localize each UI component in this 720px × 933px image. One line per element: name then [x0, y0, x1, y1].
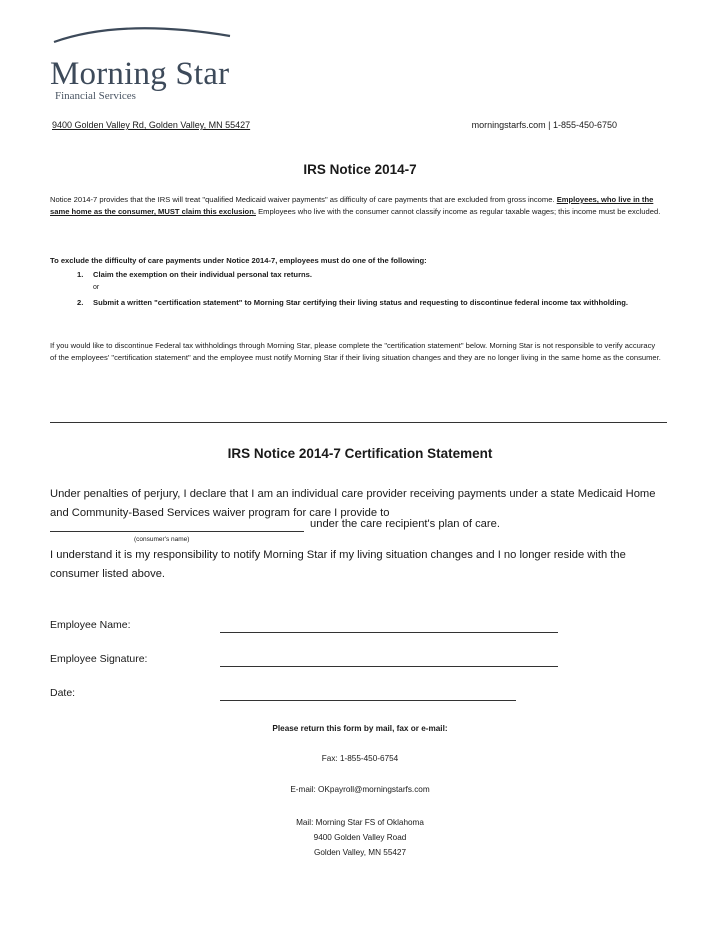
list-or-separator: or	[93, 284, 100, 291]
certification-statement-continuation: under the care recipient's plan of care.	[310, 518, 500, 530]
employee-name-label: Employee Name:	[50, 619, 131, 631]
return-mail-line-1: Mail: Morning Star FS of Oklahoma	[296, 818, 424, 827]
certification-statement-1: Under penalties of perjury, I declare that I am an individual care provider receiving payments under a state Medicaid Home and Community-Based Services waiver program for care I provide to	[50, 488, 656, 519]
return-mail-line-2: 9400 Golden Valley Road	[313, 833, 407, 842]
list-item-2-text: Submit a written "certification statement" to Morning Star certifying their living status and requesting to discontinue federal income tax withholding.	[93, 298, 629, 307]
date-field[interactable]	[220, 700, 516, 701]
employee-signature-field[interactable]	[220, 666, 558, 667]
return-mail-line-3: Golden Valley, MN 55427	[313, 848, 407, 857]
employee-name-field[interactable]	[220, 632, 558, 633]
notice-paragraph-1-text-c: Employees who live with the consumer cannot classify income as regular taxable wages; this income must be excluded.	[255, 207, 661, 217]
logo-arc-icon	[52, 22, 232, 44]
list-item-2-number: 2.	[77, 298, 84, 307]
consumer-name-caption: (consumer's name)	[134, 536, 190, 543]
return-email: E-mail: OKpayroll@morningstarfs.com	[290, 785, 430, 794]
notice-paragraph-2: If you would like to discontinue Federal tax withholdings through Morning Star, please complete the "certification statement" below. Morning Star is not responsible to verify accuracy of the employees' "certification statement" and the employee must notify Morning Star if their living situation changes and they are no longer living in the same home as the consumer.	[50, 341, 661, 363]
certification-title: IRS Notice 2014-7 Certification Statement	[227, 446, 493, 461]
certification-statement-2: I understand it is my responsibility to notify Morning Star if my living situation changes and I no longer reside with the consumer listed above.	[50, 549, 626, 580]
return-instructions-heading: Please return this form by mail, fax or e-mail:	[272, 724, 448, 733]
company-contact: morningstarfs.com | 1-855-450-6750	[471, 120, 617, 130]
notice-paragraph-1-text-a: Notice 2014-7 provides that the IRS will treat "qualified Medicaid waiver payments" as difficulty of care payments that are excluded from gross income.	[50, 195, 557, 204]
notice-title: IRS Notice 2014-7	[303, 162, 417, 177]
employee-signature-label: Employee Signature:	[50, 653, 148, 665]
list-item-1-text: Claim the exemption on their individual personal tax returns.	[93, 270, 312, 279]
return-fax: Fax: 1-855-450-6754	[321, 754, 399, 763]
date-label: Date:	[50, 687, 76, 699]
header-address-line	[52, 120, 617, 130]
logo-name: Morning Star	[50, 56, 230, 92]
notice-paragraph-1	[50, 194, 662, 219]
notice-paragraph-1-emphasis: Employees, who live in the same home as the consumer, MUST claim this exclusion.	[50, 195, 654, 217]
logo-subtitle: Financial Services	[55, 90, 136, 102]
consumer-name-field[interactable]	[50, 531, 304, 532]
company-address: 9400 Golden Valley Rd, Golden Valley, MN 55427	[52, 120, 251, 130]
list-item-1-number: 1.	[77, 270, 84, 279]
section-divider	[50, 422, 667, 423]
notice-instructions-intro: To exclude the difficulty of care payments under Notice 2014-7, employees must do one of the following:	[50, 256, 427, 265]
